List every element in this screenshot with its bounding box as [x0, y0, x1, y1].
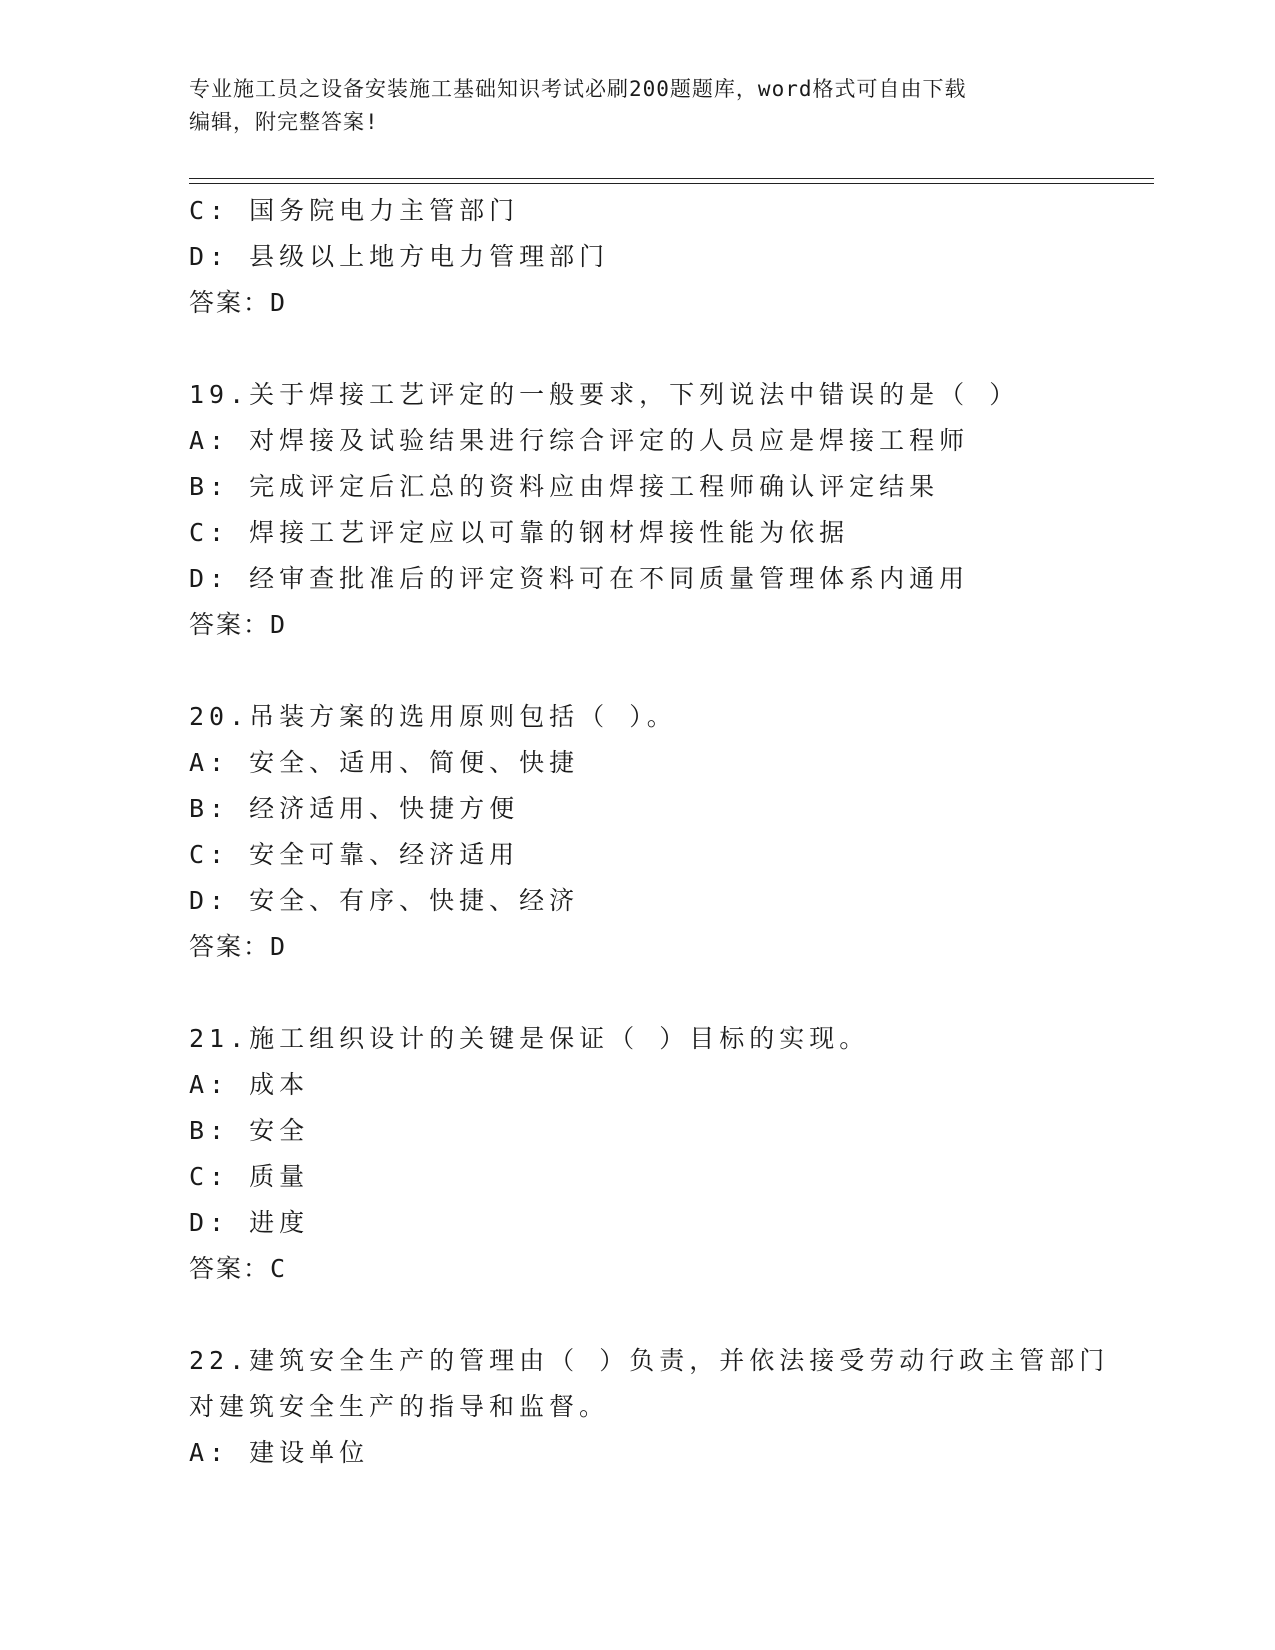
- question-18-option-d: D: 县级以上地方电力管理部门: [189, 242, 610, 271]
- question-20-option-b: B: 经济适用、快捷方便: [189, 794, 520, 823]
- question-20: [189, 694, 1089, 970]
- answer-label: 答案：: [189, 1254, 271, 1283]
- question-21-option-c: C: 质量: [189, 1162, 310, 1191]
- answer-label: 答案：: [189, 610, 271, 639]
- question-19-option-c: C: 焊接工艺评定应以可靠的钢材焊接性能为依据: [189, 518, 850, 547]
- question-19: [189, 372, 1089, 648]
- question-20-option-a: A: 安全、适用、简便、快捷: [189, 748, 580, 777]
- question-21-answer: [189, 1246, 1089, 1292]
- question-stem-line-2: 对建筑安全生产的指导和监督。: [189, 1392, 610, 1421]
- question-19-answer: [189, 602, 1089, 648]
- header-divider-top: [189, 178, 1154, 179]
- answer-label: 答案：: [189, 932, 271, 961]
- question-22-option-a: A: 建设单位: [189, 1438, 370, 1467]
- question-21-option-d: D: 进度: [189, 1208, 310, 1237]
- question-20-option-c: C: 安全可靠、经济适用: [189, 840, 520, 869]
- question-20-option-d: D: 安全、有序、快捷、经济: [189, 886, 580, 915]
- question-21-option-b: B: 安全: [189, 1116, 310, 1145]
- answer-value: D: [270, 288, 286, 317]
- question-list: [189, 188, 1110, 1476]
- question-20-answer: [189, 924, 1089, 970]
- answer-value: D: [270, 932, 286, 961]
- answer-value: D: [270, 610, 286, 639]
- header-divider-bottom: [189, 183, 1154, 184]
- question-stem: 20.吊装方案的选用原则包括（ ）。: [189, 702, 677, 731]
- header-title-line-1: 专业施工员之设备安装施工基础知识考试必刷200题题库，word格式可自由下载: [189, 77, 967, 101]
- question-21: [189, 1016, 1089, 1292]
- question-18-answer: [189, 280, 1089, 326]
- question-21-option-a: A: 成本: [189, 1070, 310, 1099]
- header-title-line-2: 编辑，附完整答案!: [189, 110, 379, 134]
- question-19-option-b: B: 完成评定后汇总的资料应由焊接工程师确认评定结果: [189, 472, 940, 501]
- question-stem: 19.关于焊接工艺评定的一般要求，下列说法中错误的是（ ）: [189, 380, 1020, 409]
- question-stem: 21.施工组织设计的关键是保证（ ）目标的实现。: [189, 1024, 870, 1053]
- question-stem-line-1: 22.建筑安全生产的管理由（ ）负责，并依法接受劳动行政主管部门: [189, 1346, 1110, 1375]
- question-18-fragment: [189, 188, 1089, 326]
- document-header: [189, 73, 1069, 139]
- question-19-option-a: A: 对焊接及试验结果进行综合评定的人员应是焊接工程师: [189, 426, 970, 455]
- question-18-option-c: C: 国务院电力主管部门: [189, 196, 520, 225]
- answer-label: 答案：: [189, 288, 271, 317]
- answer-value: C: [270, 1254, 286, 1283]
- question-22: [189, 1338, 1110, 1476]
- question-19-option-d: D: 经审查批准后的评定资料可在不同质量管理体系内通用: [189, 564, 970, 593]
